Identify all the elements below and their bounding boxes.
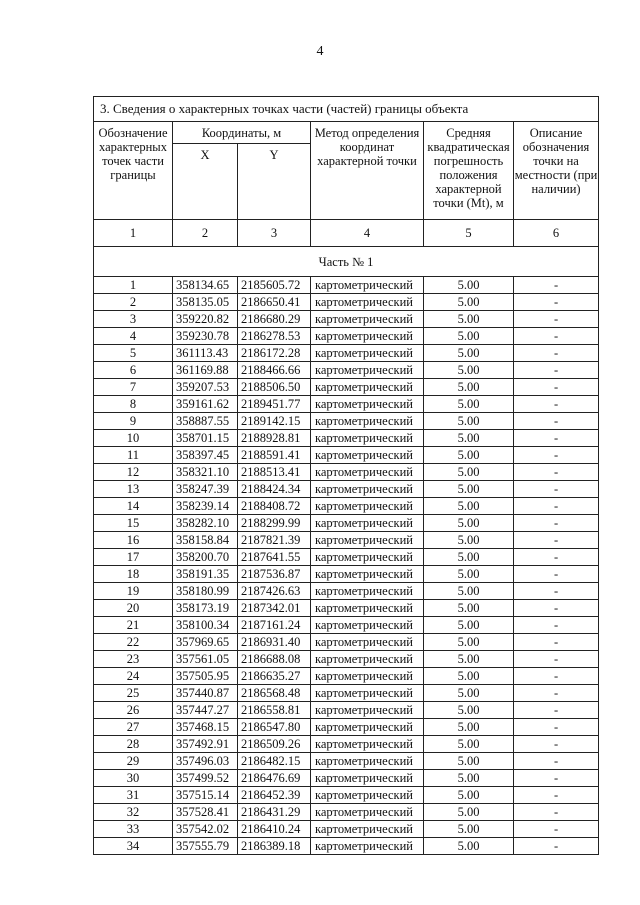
coordinate-x: 357496.03 <box>173 753 238 770</box>
method-cell: картометрический <box>311 685 424 702</box>
coordinate-y: 2186482.15 <box>238 753 311 770</box>
point-number: 30 <box>94 770 173 787</box>
error-cell: 5.00 <box>424 515 514 532</box>
description-cell: - <box>514 838 599 855</box>
method-cell: картометрический <box>311 736 424 753</box>
table-row <box>94 464 599 481</box>
coordinate-x: 358247.39 <box>173 481 238 498</box>
column-number: 6 <box>514 220 599 247</box>
error-cell: 5.00 <box>424 481 514 498</box>
method-cell: картометрический <box>311 413 424 430</box>
column-number: 3 <box>238 220 311 247</box>
coordinate-x: 357447.27 <box>173 702 238 719</box>
description-cell: - <box>514 753 599 770</box>
description-cell: - <box>514 345 599 362</box>
method-cell: картометрический <box>311 617 424 634</box>
point-number: 7 <box>94 379 173 396</box>
coordinate-x: 358135.05 <box>173 294 238 311</box>
table-row <box>94 651 599 668</box>
method-cell: картометрический <box>311 821 424 838</box>
coordinate-y: 2186509.26 <box>238 736 311 753</box>
error-cell: 5.00 <box>424 753 514 770</box>
error-cell: 5.00 <box>424 651 514 668</box>
method-cell: картометрический <box>311 838 424 855</box>
coordinate-x: 357499.52 <box>173 770 238 787</box>
point-number: 3 <box>94 311 173 328</box>
table-row <box>94 617 599 634</box>
point-number: 18 <box>94 566 173 583</box>
error-cell: 5.00 <box>424 566 514 583</box>
table-row <box>94 345 599 362</box>
method-cell: картометрический <box>311 362 424 379</box>
point-number: 9 <box>94 413 173 430</box>
coordinate-x: 358282.10 <box>173 515 238 532</box>
coordinate-x: 358887.55 <box>173 413 238 430</box>
point-number: 20 <box>94 600 173 617</box>
column-number: 4 <box>311 220 424 247</box>
boundary-points-table <box>93 96 599 855</box>
table-row <box>94 379 599 396</box>
coordinate-y: 2189142.15 <box>238 413 311 430</box>
description-cell: - <box>514 294 599 311</box>
coordinate-y: 2186476.69 <box>238 770 311 787</box>
error-cell: 5.00 <box>424 345 514 362</box>
coordinate-y: 2185605.72 <box>238 277 311 294</box>
point-number: 2 <box>94 294 173 311</box>
error-cell: 5.00 <box>424 294 514 311</box>
description-cell: - <box>514 600 599 617</box>
error-cell: 5.00 <box>424 634 514 651</box>
error-cell: 5.00 <box>424 328 514 345</box>
error-cell: 5.00 <box>424 549 514 566</box>
coordinate-y: 2188591.41 <box>238 447 311 464</box>
coordinate-y: 2186931.40 <box>238 634 311 651</box>
coordinate-y: 2188513.41 <box>238 464 311 481</box>
coordinate-x: 358173.19 <box>173 600 238 617</box>
error-cell: 5.00 <box>424 838 514 855</box>
coordinate-x: 358321.10 <box>173 464 238 481</box>
coordinate-y: 2186172.28 <box>238 345 311 362</box>
coordinate-y: 2186452.39 <box>238 787 311 804</box>
description-cell: - <box>514 685 599 702</box>
description-cell: - <box>514 464 599 481</box>
point-number: 22 <box>94 634 173 651</box>
error-cell: 5.00 <box>424 430 514 447</box>
table-row <box>94 430 599 447</box>
method-cell: картометрический <box>311 515 424 532</box>
point-number: 19 <box>94 583 173 600</box>
method-cell: картометрический <box>311 600 424 617</box>
table-row <box>94 362 599 379</box>
description-cell: - <box>514 396 599 413</box>
method-cell: картометрический <box>311 277 424 294</box>
point-number: 12 <box>94 464 173 481</box>
description-cell: - <box>514 413 599 430</box>
error-cell: 5.00 <box>424 770 514 787</box>
coordinate-y: 2186688.08 <box>238 651 311 668</box>
coordinate-x: 359161.62 <box>173 396 238 413</box>
method-cell: картометрический <box>311 566 424 583</box>
point-number: 29 <box>94 753 173 770</box>
coordinate-x: 359220.82 <box>173 311 238 328</box>
coordinate-x: 357515.14 <box>173 787 238 804</box>
coordinate-y: 2188928.81 <box>238 430 311 447</box>
coordinate-y: 2187641.55 <box>238 549 311 566</box>
point-number: 27 <box>94 719 173 736</box>
description-cell: - <box>514 447 599 464</box>
coordinate-y: 2186650.41 <box>238 294 311 311</box>
description-cell: - <box>514 821 599 838</box>
description-cell: - <box>514 430 599 447</box>
error-cell: 5.00 <box>424 668 514 685</box>
header-coordinates: Координаты, м <box>173 122 311 144</box>
method-cell: картометрический <box>311 583 424 600</box>
method-cell: картометрический <box>311 702 424 719</box>
table-body <box>94 277 599 855</box>
coordinate-x: 357969.65 <box>173 634 238 651</box>
error-cell: 5.00 <box>424 685 514 702</box>
coordinate-x: 358158.84 <box>173 532 238 549</box>
header-method: Метод определения координат характерной точки <box>311 122 424 220</box>
coordinate-y: 2187161.24 <box>238 617 311 634</box>
column-number: 1 <box>94 220 173 247</box>
column-number: 5 <box>424 220 514 247</box>
point-number: 6 <box>94 362 173 379</box>
header-x: X <box>173 144 238 220</box>
point-number: 24 <box>94 668 173 685</box>
description-cell: - <box>514 515 599 532</box>
description-cell: - <box>514 617 599 634</box>
description-cell: - <box>514 328 599 345</box>
coordinate-x: 357561.05 <box>173 651 238 668</box>
description-cell: - <box>514 566 599 583</box>
coordinate-x: 358134.65 <box>173 277 238 294</box>
coordinate-x: 357492.91 <box>173 736 238 753</box>
table-row <box>94 311 599 328</box>
error-cell: 5.00 <box>424 532 514 549</box>
header-y: Y <box>238 144 311 220</box>
coordinate-x: 357555.79 <box>173 838 238 855</box>
table-row <box>94 600 599 617</box>
method-cell: картометрический <box>311 379 424 396</box>
point-number: 32 <box>94 804 173 821</box>
description-cell: - <box>514 379 599 396</box>
table-row <box>94 668 599 685</box>
table-row <box>94 753 599 770</box>
coordinate-x: 361113.43 <box>173 345 238 362</box>
error-cell: 5.00 <box>424 498 514 515</box>
method-cell: картометрический <box>311 753 424 770</box>
error-cell: 5.00 <box>424 413 514 430</box>
table-row <box>94 583 599 600</box>
point-number: 4 <box>94 328 173 345</box>
method-cell: картометрический <box>311 447 424 464</box>
error-cell: 5.00 <box>424 447 514 464</box>
description-cell: - <box>514 311 599 328</box>
coordinate-y: 2187426.63 <box>238 583 311 600</box>
point-number: 34 <box>94 838 173 855</box>
table-row <box>94 736 599 753</box>
table-row <box>94 413 599 430</box>
description-cell: - <box>514 277 599 294</box>
table-row <box>94 719 599 736</box>
table-row <box>94 702 599 719</box>
table-row <box>94 770 599 787</box>
table-row <box>94 532 599 549</box>
coordinate-y: 2189451.77 <box>238 396 311 413</box>
point-number: 13 <box>94 481 173 498</box>
method-cell: картометрический <box>311 532 424 549</box>
point-number: 15 <box>94 515 173 532</box>
error-cell: 5.00 <box>424 464 514 481</box>
description-cell: - <box>514 719 599 736</box>
point-number: 14 <box>94 498 173 515</box>
coordinate-y: 2188299.99 <box>238 515 311 532</box>
table-row <box>94 821 599 838</box>
description-cell: - <box>514 736 599 753</box>
coordinate-y: 2186389.18 <box>238 838 311 855</box>
method-cell: картометрический <box>311 481 424 498</box>
description-cell: - <box>514 583 599 600</box>
column-number: 2 <box>173 220 238 247</box>
error-cell: 5.00 <box>424 362 514 379</box>
error-cell: 5.00 <box>424 379 514 396</box>
method-cell: картометрический <box>311 430 424 447</box>
error-cell: 5.00 <box>424 736 514 753</box>
point-number: 5 <box>94 345 173 362</box>
coordinate-x: 357542.02 <box>173 821 238 838</box>
table-row <box>94 396 599 413</box>
header-designation: Обозначение характерных точек части границы <box>94 122 173 220</box>
coordinate-x: 358397.45 <box>173 447 238 464</box>
method-cell: картометрический <box>311 668 424 685</box>
method-cell: картометрический <box>311 328 424 345</box>
coordinate-x: 357468.15 <box>173 719 238 736</box>
table-row <box>94 328 599 345</box>
point-number: 8 <box>94 396 173 413</box>
point-number: 11 <box>94 447 173 464</box>
coordinate-x: 358200.70 <box>173 549 238 566</box>
table-row <box>94 838 599 855</box>
coordinate-y: 2187342.01 <box>238 600 311 617</box>
method-cell: картометрический <box>311 787 424 804</box>
table-row <box>94 294 599 311</box>
table-row <box>94 481 599 498</box>
table-row <box>94 498 599 515</box>
error-cell: 5.00 <box>424 311 514 328</box>
point-number: 25 <box>94 685 173 702</box>
coordinate-y: 2188408.72 <box>238 498 311 515</box>
table-row <box>94 549 599 566</box>
coordinate-y: 2187821.39 <box>238 532 311 549</box>
coordinate-y: 2186558.81 <box>238 702 311 719</box>
description-cell: - <box>514 532 599 549</box>
method-cell: картометрический <box>311 464 424 481</box>
method-cell: картометрический <box>311 719 424 736</box>
coordinate-y: 2186635.27 <box>238 668 311 685</box>
coordinate-y: 2186547.80 <box>238 719 311 736</box>
method-cell: картометрический <box>311 345 424 362</box>
table-row <box>94 566 599 583</box>
point-number: 31 <box>94 787 173 804</box>
coordinate-y: 2188466.66 <box>238 362 311 379</box>
coordinate-y: 2187536.87 <box>238 566 311 583</box>
description-cell: - <box>514 634 599 651</box>
point-number: 26 <box>94 702 173 719</box>
coordinate-x: 357528.41 <box>173 804 238 821</box>
coordinate-y: 2186278.53 <box>238 328 311 345</box>
description-cell: - <box>514 549 599 566</box>
error-cell: 5.00 <box>424 600 514 617</box>
error-cell: 5.00 <box>424 277 514 294</box>
description-cell: - <box>514 481 599 498</box>
coordinate-x: 358239.14 <box>173 498 238 515</box>
coordinate-x: 358180.99 <box>173 583 238 600</box>
table-row <box>94 787 599 804</box>
point-number: 23 <box>94 651 173 668</box>
table-row <box>94 685 599 702</box>
coordinate-x: 361169.88 <box>173 362 238 379</box>
coordinate-x: 357440.87 <box>173 685 238 702</box>
description-cell: - <box>514 702 599 719</box>
method-cell: картометрический <box>311 396 424 413</box>
coordinate-x: 358701.15 <box>173 430 238 447</box>
error-cell: 5.00 <box>424 702 514 719</box>
description-cell: - <box>514 787 599 804</box>
coordinate-y: 2186568.48 <box>238 685 311 702</box>
coordinate-y: 2188506.50 <box>238 379 311 396</box>
coordinate-x: 358191.35 <box>173 566 238 583</box>
point-number: 10 <box>94 430 173 447</box>
point-number: 33 <box>94 821 173 838</box>
error-cell: 5.00 <box>424 396 514 413</box>
method-cell: картометрический <box>311 804 424 821</box>
table-row <box>94 634 599 651</box>
coordinate-x: 358100.34 <box>173 617 238 634</box>
error-cell: 5.00 <box>424 583 514 600</box>
table-row <box>94 515 599 532</box>
coordinate-y: 2188424.34 <box>238 481 311 498</box>
header-description: Описание обозначения точки на местности (при наличии) <box>514 122 599 220</box>
method-cell: картометрический <box>311 651 424 668</box>
method-cell: картометрический <box>311 498 424 515</box>
point-number: 21 <box>94 617 173 634</box>
error-cell: 5.00 <box>424 804 514 821</box>
description-cell: - <box>514 770 599 787</box>
section-title: 3. Сведения о характерных точках части (частей) границы объекта <box>94 97 599 122</box>
method-cell: картометрический <box>311 634 424 651</box>
coordinate-y: 2186680.29 <box>238 311 311 328</box>
point-number: 16 <box>94 532 173 549</box>
page-number: 4 <box>316 44 324 59</box>
error-cell: 5.00 <box>424 617 514 634</box>
description-cell: - <box>514 668 599 685</box>
coordinate-x: 357505.95 <box>173 668 238 685</box>
table-row <box>94 277 599 294</box>
description-cell: - <box>514 804 599 821</box>
point-number: 1 <box>94 277 173 294</box>
point-number: 28 <box>94 736 173 753</box>
header-error: Средняя квадратическая погрешность положения характерной точки (Mt), м <box>424 122 514 220</box>
coordinate-y: 2186410.24 <box>238 821 311 838</box>
description-cell: - <box>514 651 599 668</box>
method-cell: картометрический <box>311 770 424 787</box>
method-cell: картометрический <box>311 549 424 566</box>
description-cell: - <box>514 498 599 515</box>
error-cell: 5.00 <box>424 787 514 804</box>
error-cell: 5.00 <box>424 719 514 736</box>
part-label: Часть № 1 <box>94 247 599 277</box>
coordinate-x: 359230.78 <box>173 328 238 345</box>
error-cell: 5.00 <box>424 821 514 838</box>
coordinate-x: 359207.53 <box>173 379 238 396</box>
coordinate-y: 2186431.29 <box>238 804 311 821</box>
point-number: 17 <box>94 549 173 566</box>
method-cell: картометрический <box>311 311 424 328</box>
method-cell: картометрический <box>311 294 424 311</box>
table-row <box>94 447 599 464</box>
description-cell: - <box>514 362 599 379</box>
table-row <box>94 804 599 821</box>
